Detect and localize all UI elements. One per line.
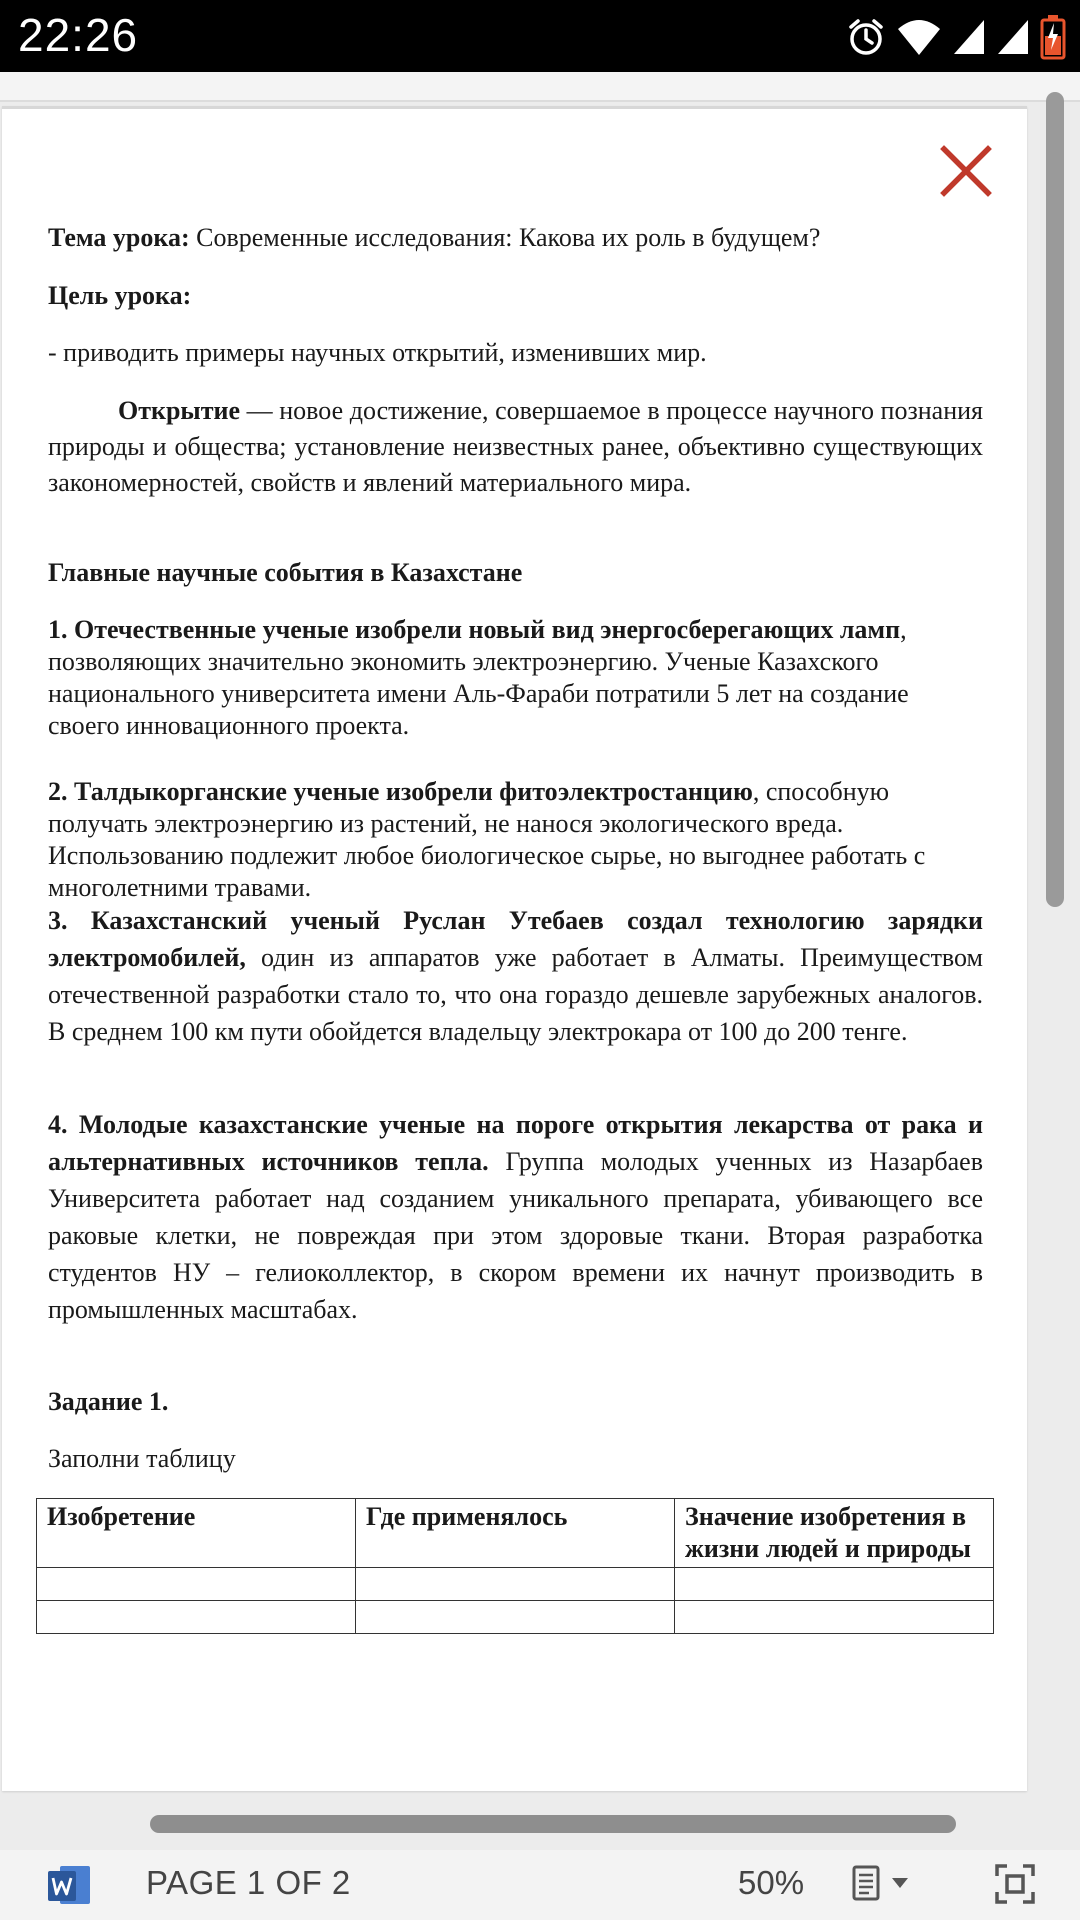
status-bar <box>0 0 1080 72</box>
section-heading: Главные научные события в Казахстане <box>48 558 523 587</box>
goal-item: - приводить примеры научных открытий, изменивших мир. <box>48 338 707 367</box>
bottom-toolbar <box>0 1850 1080 1920</box>
table-cell[interactable] <box>356 1601 675 1634</box>
lesson-goal-label: Цель урока: <box>48 281 192 310</box>
signal-icon <box>952 18 986 56</box>
event-1-text: , позволяющих значительно экономить электроэнергию. Ученые Казахского национального университета имени Аль-Фараби потратили 5 лет на создание своего инновационного проекта. <box>48 615 909 740</box>
chevron-down-icon <box>892 1878 908 1888</box>
definition-term: Открытие <box>118 396 241 425</box>
event-2-text: , способную получать электроэнергию из растений, не нанося экологического вреда. Использованию подлежит любое биологическое сырье, но выгоднее работать с многолетними травами. <box>48 777 926 902</box>
viewer-top-strip <box>0 72 1080 102</box>
lesson-goal <box>48 280 983 312</box>
table-cell[interactable] <box>37 1568 356 1601</box>
event-3-text: один из аппаратов уже работает в Алматы. Преимуществом отечественной разработки стало то, что она гораздо дешевле зарубежных аналогов. В среднем 100 км пути обойдется владельцу электрокара от 100 до 200 тенге. <box>48 943 983 1046</box>
fullscreen-icon[interactable] <box>994 1863 1036 1905</box>
table-header-where-used: Где применялось <box>356 1499 675 1568</box>
alarm-icon <box>846 17 886 57</box>
event-3 <box>48 902 983 1050</box>
event-2-title: 2. Талдыкорганские ученые изобрели фитоэлектростанцию <box>48 777 753 806</box>
table-header-row <box>37 1499 994 1568</box>
event-1-title: 1. Отечественные ученые изобрели новый вид энергосберегающих ламп <box>48 615 901 644</box>
signal-icon-2 <box>996 18 1030 56</box>
table-cell[interactable] <box>675 1601 994 1634</box>
event-4-text: Группа молодых ученных из Назарбаев Университета работает над созданием уникального препарата, убивающего все раковые клетки, не повреждая при этом здоровые ткани. Вторая разработка студентов НУ – гелиоколлектор, в скором времени их начнут производить в промышленных масштабах. <box>48 1147 983 1324</box>
event-4 <box>48 1106 983 1328</box>
definition-paragraph <box>48 393 983 501</box>
page-indicator: PAGE 1 OF 2 <box>146 1864 351 1901</box>
table-row <box>37 1568 994 1601</box>
wifi-icon <box>896 17 942 57</box>
document-view-icon <box>852 1865 880 1901</box>
table-cell[interactable] <box>675 1568 994 1601</box>
event-3-title: 3. Казахстанский ученый Руслан Утебаев создал технологию зарядки электромобилей, <box>48 906 983 972</box>
horizontal-scrollbar[interactable] <box>150 1815 956 1833</box>
word-app-icon[interactable] <box>46 1862 92 1908</box>
lesson-topic-label: Тема урока: <box>48 223 190 252</box>
table-row <box>37 1601 994 1634</box>
close-icon[interactable] <box>940 145 992 197</box>
table-cell[interactable] <box>37 1601 356 1634</box>
event-1 <box>48 614 983 742</box>
status-icons <box>846 12 1066 62</box>
task-text: Заполни таблицу <box>48 1444 236 1473</box>
table-header-significance: Значение изобретения в жизни людей и природы <box>675 1499 994 1568</box>
status-time: 22:26 <box>18 9 139 61</box>
definition-text: — новое достижение, совершаемое в процессе научного познания природы и общества; установление неизвестных ранее, объективно существующих закономерностей, свойств и явлений материального мира. <box>48 396 983 497</box>
event-2 <box>48 776 983 904</box>
fill-table <box>36 1498 994 1634</box>
vertical-scrollbar[interactable] <box>1046 92 1064 907</box>
zoom-level[interactable]: 50% <box>738 1864 805 1901</box>
lesson-topic <box>48 222 983 254</box>
task-heading: Задание 1. <box>48 1387 169 1416</box>
view-mode-dropdown[interactable] <box>852 1865 908 1901</box>
event-4-title: 4. Молодые казахстанские ученые на пороге открытия лекарства от рака и альтернативных источников тепла. <box>48 1110 983 1176</box>
table-header-invention: Изобретение <box>37 1499 356 1568</box>
table-cell[interactable] <box>356 1568 675 1601</box>
battery-icon <box>1040 14 1066 60</box>
lesson-topic-text: Современные исследования: Какова их роль в будущем? <box>189 223 821 252</box>
